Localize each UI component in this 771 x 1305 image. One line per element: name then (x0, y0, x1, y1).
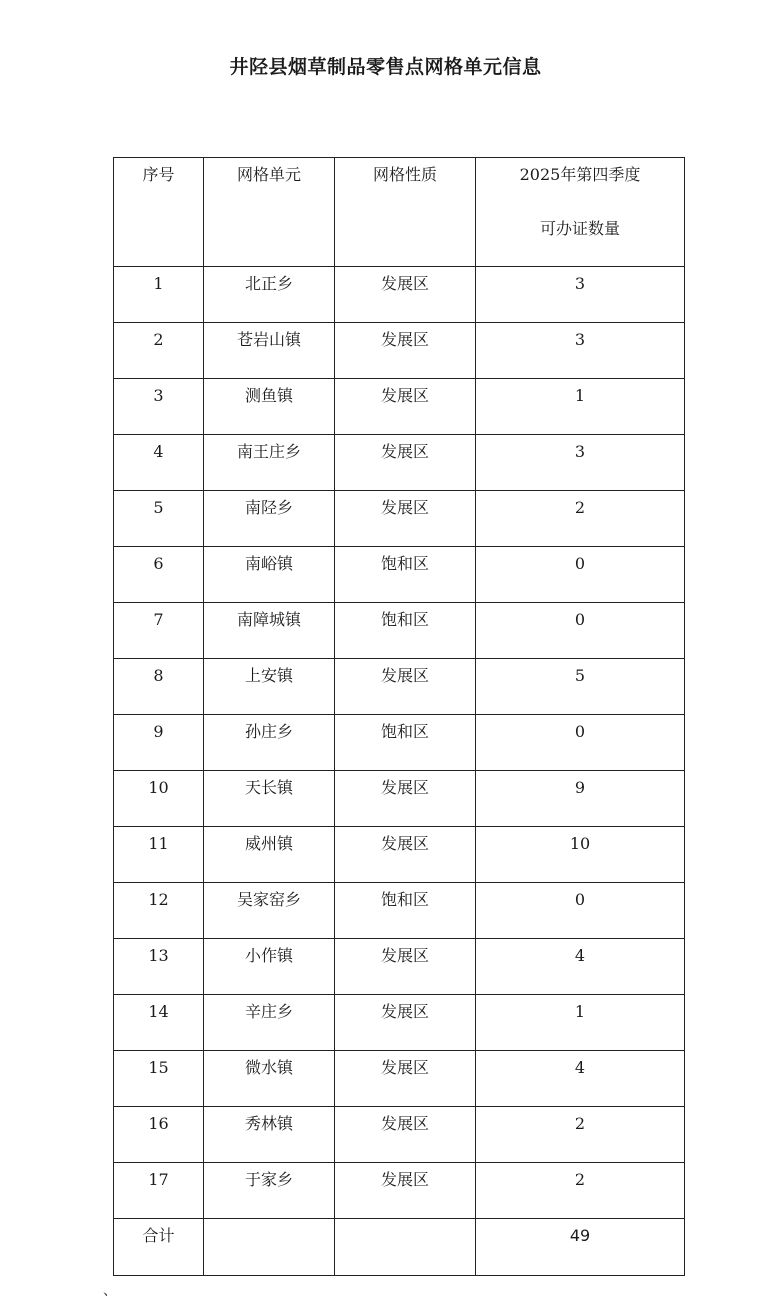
stray-mark: 、 (103, 1283, 117, 1299)
header-nature: 网格性质 (335, 158, 476, 267)
cell-count: 1 (476, 995, 685, 1051)
cell-index: 3 (114, 379, 204, 435)
cell-unit: 小作镇 (204, 939, 335, 995)
cell-nature: 发展区 (335, 379, 476, 435)
cell-unit: 威州镇 (204, 827, 335, 883)
table-row (114, 323, 685, 379)
cell-index: 5 (114, 491, 204, 547)
cell-count: 0 (476, 547, 685, 603)
cell-nature: 发展区 (335, 1051, 476, 1107)
total-nature (335, 1219, 476, 1276)
cell-unit: 上安镇 (204, 659, 335, 715)
cell-nature: 发展区 (335, 939, 476, 995)
table-header-row (114, 158, 685, 267)
table-row (114, 827, 685, 883)
cell-nature: 饱和区 (335, 715, 476, 771)
cell-unit: 辛庄乡 (204, 995, 335, 1051)
cell-unit: 吴家窑乡 (204, 883, 335, 939)
total-unit (204, 1219, 335, 1276)
cell-unit: 南峪镇 (204, 547, 335, 603)
cell-unit: 北正乡 (204, 267, 335, 323)
cell-unit: 于家乡 (204, 1163, 335, 1219)
table-row (114, 715, 685, 771)
cell-unit: 天长镇 (204, 771, 335, 827)
cell-count: 0 (476, 883, 685, 939)
table-row (114, 659, 685, 715)
cell-nature: 发展区 (335, 659, 476, 715)
cell-index: 2 (114, 323, 204, 379)
cell-nature: 发展区 (335, 1163, 476, 1219)
cell-index: 15 (114, 1051, 204, 1107)
table-row (114, 939, 685, 995)
cell-count: 2 (476, 1107, 685, 1163)
cell-count: 9 (476, 771, 685, 827)
header-index: 序号 (114, 158, 204, 267)
cell-unit: 秀林镇 (204, 1107, 335, 1163)
table-row (114, 883, 685, 939)
total-count: 49 (476, 1219, 685, 1276)
cell-nature: 发展区 (335, 323, 476, 379)
cell-count: 4 (476, 1051, 685, 1107)
table-row (114, 603, 685, 659)
cell-count: 1 (476, 379, 685, 435)
table-row (114, 995, 685, 1051)
cell-unit: 苍岩山镇 (204, 323, 335, 379)
document-title: 井陉县烟草制品零售点网格单元信息 (229, 56, 542, 78)
cell-count: 0 (476, 715, 685, 771)
header-count-line1: 2025年第四季度 (519, 165, 641, 184)
cell-index: 17 (114, 1163, 204, 1219)
cell-unit: 孙庄乡 (204, 715, 335, 771)
cell-count: 3 (476, 267, 685, 323)
cell-nature: 发展区 (335, 771, 476, 827)
header-count (476, 158, 685, 267)
cell-index: 10 (114, 771, 204, 827)
cell-count: 3 (476, 323, 685, 379)
cell-unit: 南陉乡 (204, 491, 335, 547)
cell-nature: 饱和区 (335, 547, 476, 603)
cell-count: 4 (476, 939, 685, 995)
cell-nature: 发展区 (335, 1107, 476, 1163)
cell-index: 11 (114, 827, 204, 883)
cell-count: 10 (476, 827, 685, 883)
cell-unit: 南障城镇 (204, 603, 335, 659)
cell-nature: 发展区 (335, 435, 476, 491)
table-row (114, 435, 685, 491)
cell-index: 1 (114, 267, 204, 323)
table-row (114, 1163, 685, 1219)
cell-count: 3 (476, 435, 685, 491)
cell-count: 2 (476, 491, 685, 547)
cell-nature: 发展区 (335, 995, 476, 1051)
table-row (114, 1107, 685, 1163)
cell-count: 5 (476, 659, 685, 715)
cell-index: 16 (114, 1107, 204, 1163)
cell-index: 8 (114, 659, 204, 715)
header-count-line2: 可办证数量 (539, 219, 620, 238)
table-row (114, 491, 685, 547)
cell-index: 7 (114, 603, 204, 659)
cell-nature: 发展区 (335, 491, 476, 547)
cell-unit: 微水镇 (204, 1051, 335, 1107)
table-row (114, 267, 685, 323)
cell-index: 13 (114, 939, 204, 995)
total-label: 合计 (114, 1219, 204, 1276)
table-row (114, 379, 685, 435)
table-row (114, 1051, 685, 1107)
total-row (114, 1219, 685, 1276)
cell-index: 6 (114, 547, 204, 603)
cell-index: 12 (114, 883, 204, 939)
grid-unit-table (113, 157, 685, 1276)
table-row (114, 547, 685, 603)
cell-index: 4 (114, 435, 204, 491)
cell-nature: 饱和区 (335, 603, 476, 659)
cell-unit: 测鱼镇 (204, 379, 335, 435)
cell-index: 14 (114, 995, 204, 1051)
table-row (114, 771, 685, 827)
header-unit: 网格单元 (204, 158, 335, 267)
cell-count: 2 (476, 1163, 685, 1219)
cell-index: 9 (114, 715, 204, 771)
cell-nature: 饱和区 (335, 883, 476, 939)
cell-nature: 发展区 (335, 827, 476, 883)
cell-nature: 发展区 (335, 267, 476, 323)
cell-count: 0 (476, 603, 685, 659)
cell-unit: 南王庄乡 (204, 435, 335, 491)
